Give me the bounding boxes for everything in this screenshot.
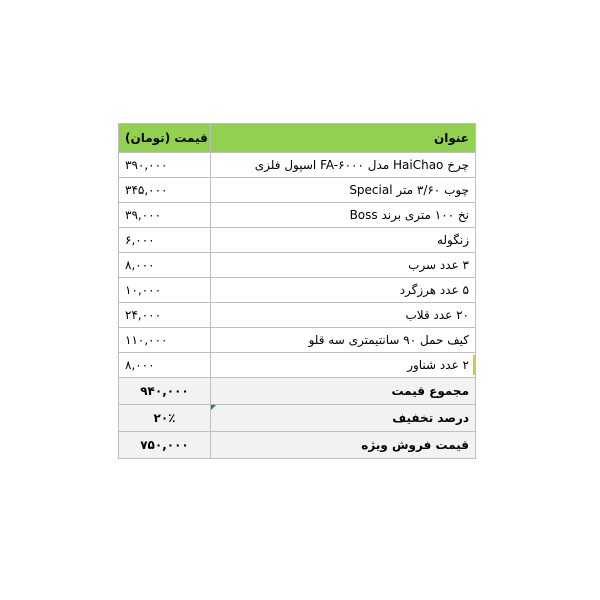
item-price: ۳۹,۰۰۰ bbox=[119, 203, 211, 228]
discount-row bbox=[119, 405, 476, 432]
item-price: ۳۹۰,۰۰۰ bbox=[119, 153, 211, 178]
discount-label: درصد تخفیف bbox=[211, 405, 476, 432]
table-row bbox=[119, 303, 476, 328]
item-title: چرخ HaiChao مدل FA-۶۰۰۰ اسپول فلزی bbox=[211, 153, 476, 178]
table-row bbox=[119, 253, 476, 278]
table-header-row bbox=[119, 124, 476, 153]
item-title: ۲ عدد شناور bbox=[211, 353, 476, 378]
item-price: ۱۱۰,۰۰۰ bbox=[119, 328, 211, 353]
final-price-value: ۷۵۰,۰۰۰ bbox=[119, 432, 211, 459]
table-row bbox=[119, 228, 476, 253]
item-title: ۵ عدد هرزگرد bbox=[211, 278, 476, 303]
cell-marker bbox=[473, 355, 475, 375]
table-row bbox=[119, 353, 476, 378]
item-price: ۸,۰۰۰ bbox=[119, 353, 211, 378]
price-column-header: قیمت (تومان) bbox=[119, 124, 211, 153]
item-title: ۳ عدد سرب bbox=[211, 253, 476, 278]
title-column-header: عنوان bbox=[211, 124, 476, 153]
item-title: چوب ۳/۶۰ متر Special bbox=[211, 178, 476, 203]
final-price-label: قیمت فروش ویژه bbox=[211, 432, 476, 459]
comment-indicator-icon bbox=[211, 405, 216, 410]
item-price: ۱۰,۰۰۰ bbox=[119, 278, 211, 303]
total-value: ۹۴۰,۰۰۰ bbox=[119, 378, 211, 405]
table-row bbox=[119, 153, 476, 178]
item-price: ۲۴,۰۰۰ bbox=[119, 303, 211, 328]
item-price: ۶,۰۰۰ bbox=[119, 228, 211, 253]
table-row bbox=[119, 203, 476, 228]
item-price: ۳۴۵,۰۰۰ bbox=[119, 178, 211, 203]
table-row bbox=[119, 278, 476, 303]
item-title: ۲۰ عدد قلاب bbox=[211, 303, 476, 328]
item-title: کیف حمل ۹۰ سانتیمتری سه قلو bbox=[211, 328, 476, 353]
item-price: ۸,۰۰۰ bbox=[119, 253, 211, 278]
item-title: زنگوله bbox=[211, 228, 476, 253]
discount-value: ۲۰٪ bbox=[119, 405, 211, 432]
table-row bbox=[119, 178, 476, 203]
table-row bbox=[119, 328, 476, 353]
price-table bbox=[118, 123, 476, 459]
total-row bbox=[119, 378, 476, 405]
item-title: نخ ۱۰۰ متری برند Boss bbox=[211, 203, 476, 228]
total-label: مجموع قیمت bbox=[211, 378, 476, 405]
final-price-row bbox=[119, 432, 476, 459]
